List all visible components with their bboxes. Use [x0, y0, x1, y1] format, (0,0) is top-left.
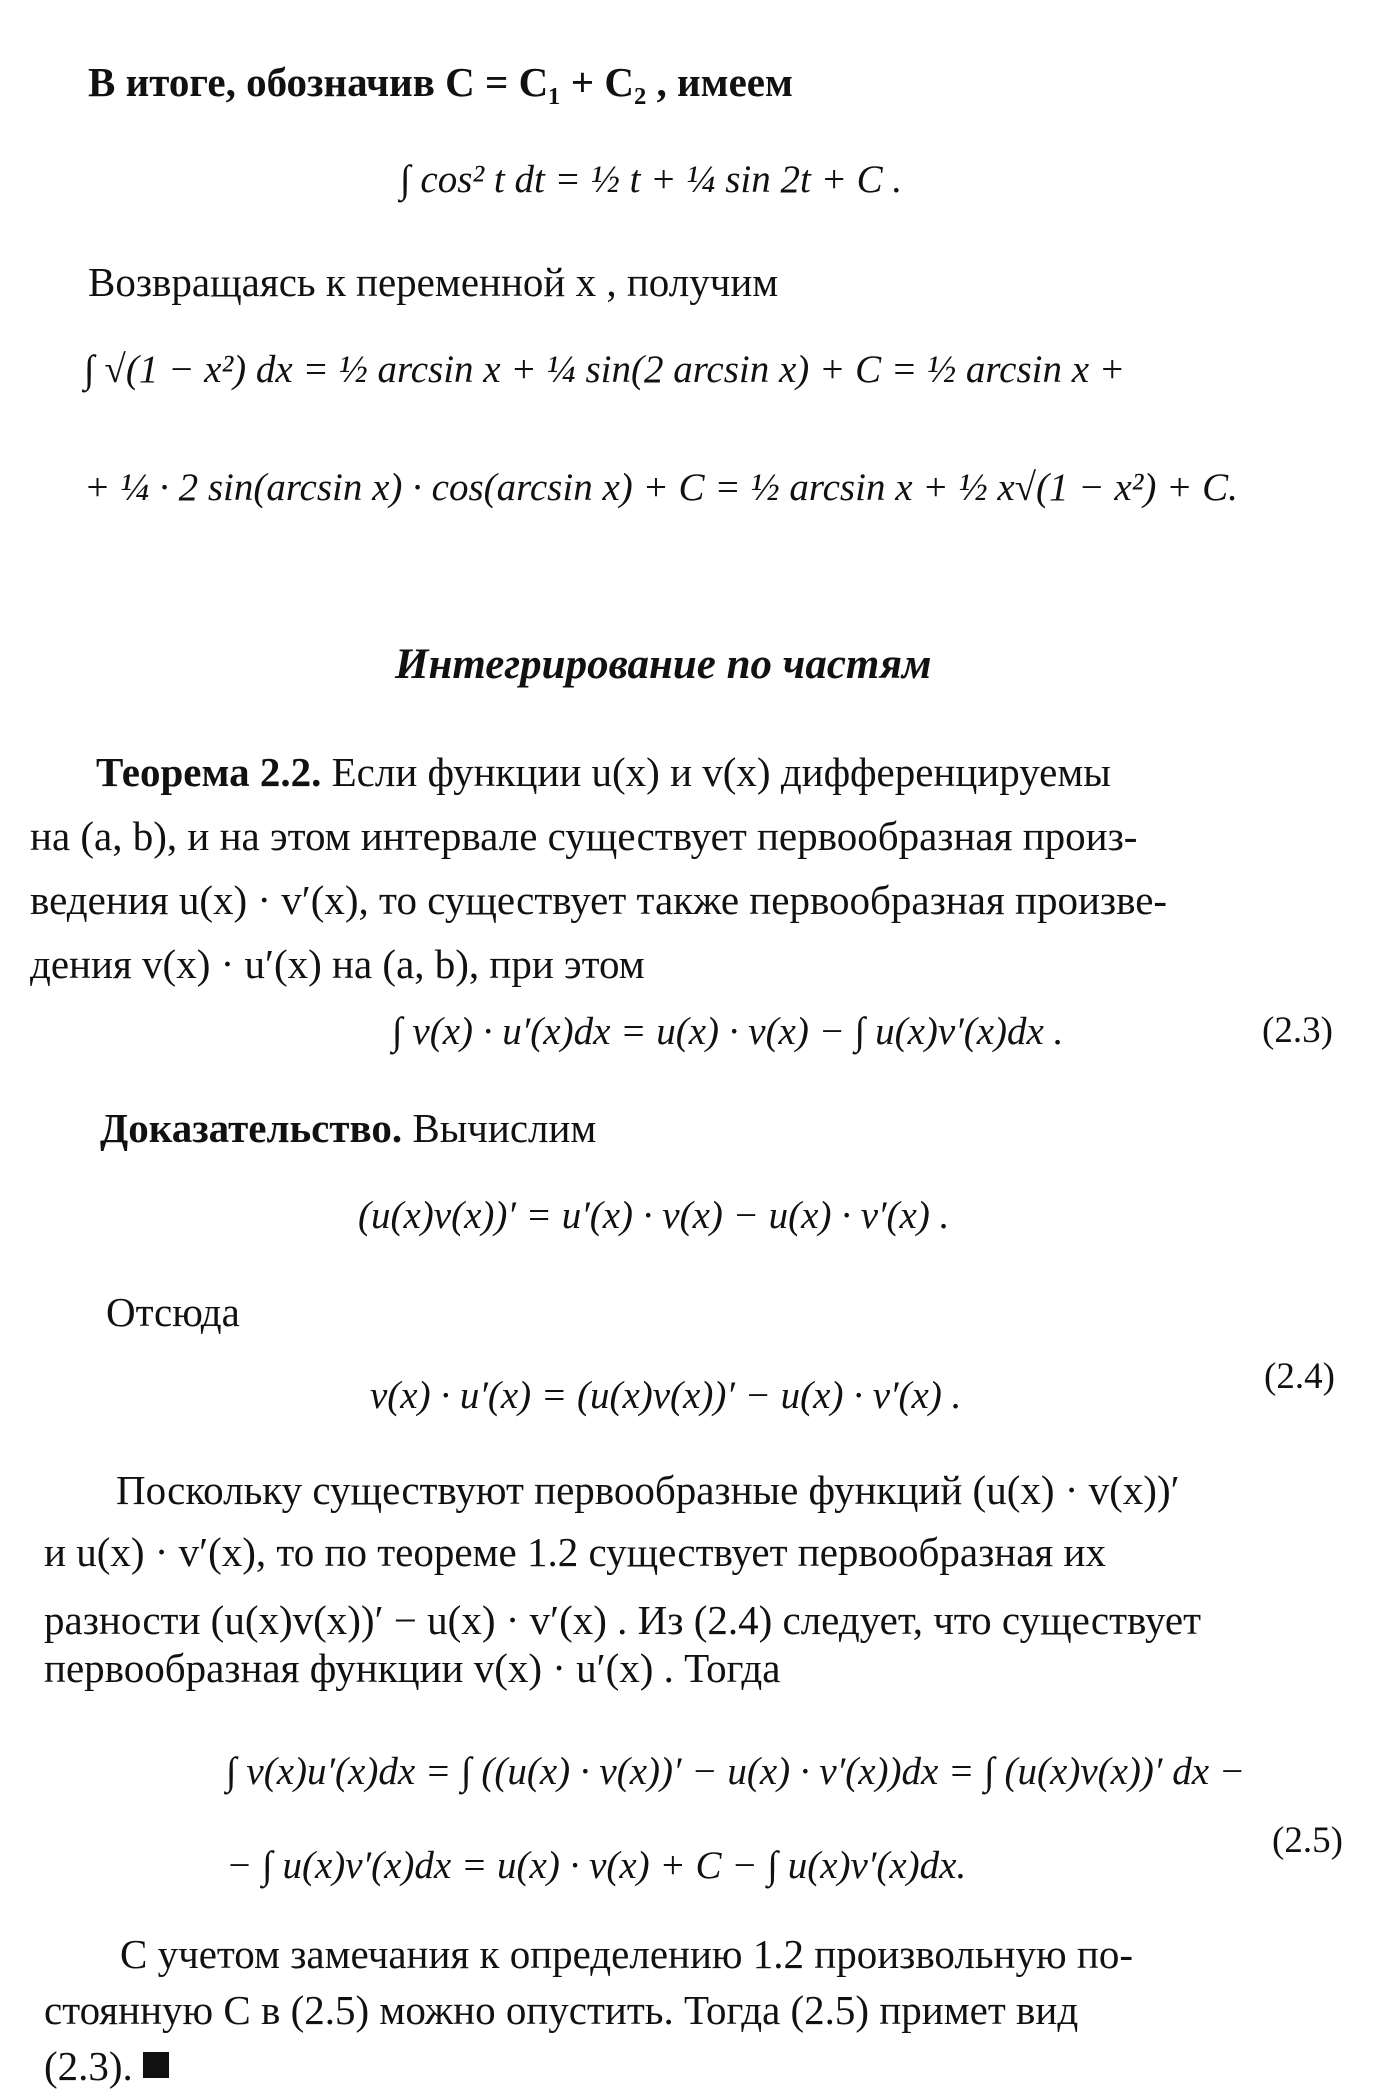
equation-number: (2.4) [1264, 1356, 1335, 1397]
end-of-proof-icon [143, 2052, 169, 2078]
section-heading: Интегрирование по частям [395, 641, 932, 688]
text-line: (2.3). [44, 2046, 169, 2087]
formula: ∫ cos² t dt = ½ t + ¼ sin 2t + C . [400, 158, 903, 201]
formula: ∫ v(x)u′(x)dx = ∫ ((u(x) · v(x))′ − u(x) · v′(x))dx = ∫ (u(x)v(x))′ dx − [226, 1750, 1246, 1793]
equation-number: (2.5) [1272, 1820, 1343, 1861]
formula: ∫ v(x) · u′(x)dx = u(x) · v(x) − ∫ u(x)v′(x)dx . [392, 1010, 1064, 1053]
text-line: стоянную C в (2.5) можно опустить. Тогда (2.5) примет вид [44, 1987, 1079, 2033]
text-line: Отсюда [106, 1289, 240, 1335]
theorem-line: ведения u(x) · v′(x), то существует также первообразная произве- [30, 877, 1168, 923]
theorem-line: на (a, b), и на этом интервале существует первообразная произ- [30, 813, 1138, 859]
text-line: Возвращаясь к переменной x , получим [88, 259, 779, 305]
text-line: В итоге, обозначив C = C₁ + C₂ , имеем [88, 59, 793, 105]
text-line: С учетом замечания к определению 1.2 произвольную по- [120, 1931, 1133, 1977]
theorem-line: дения v(x) · u′(x) на (a, b), при этом [30, 941, 645, 987]
text-line: Поскольку существуют первообразные функций (u(x) · v(x))′ [116, 1467, 1180, 1513]
formula: ∫ √(1 − x²) dx = ½ arcsin x + ¼ sin(2 arcsin x) + C = ½ arcsin x + [84, 348, 1126, 391]
formula: + ¼ · 2 sin(arcsin x) · cos(arcsin x) + C = ½ arcsin x + ½ x√(1 − x²) + C. [84, 466, 1238, 509]
text-line: и u(x) · v′(x), то по теореме 1.2 существует первообразная их [44, 1529, 1106, 1575]
equation-number: (2.3) [1262, 1010, 1333, 1051]
theorem-line: Теорема 2.2. Если функции u(x) и v(x) дифференцируемы [96, 749, 1111, 795]
formula: (u(x)v(x))′ = u′(x) · v(x) − u(x) · v′(x) . [358, 1194, 950, 1237]
text-line: первообразная функции v(x) · u′(x) . Тогда [44, 1645, 781, 1691]
formula: − ∫ u(x)v′(x)dx = u(x) · v(x) + C − ∫ u(x)v′(x)dx. [226, 1844, 967, 1887]
formula: v(x) · u′(x) = (u(x)v(x))′ − u(x) · v′(x) . [370, 1374, 962, 1417]
proof-line: Доказательство. Вычислим [100, 1105, 597, 1151]
text-line: разности (u(x)v(x))′ − u(x) · v′(x) . Из (2.4) следует, что существует [44, 1597, 1202, 1643]
